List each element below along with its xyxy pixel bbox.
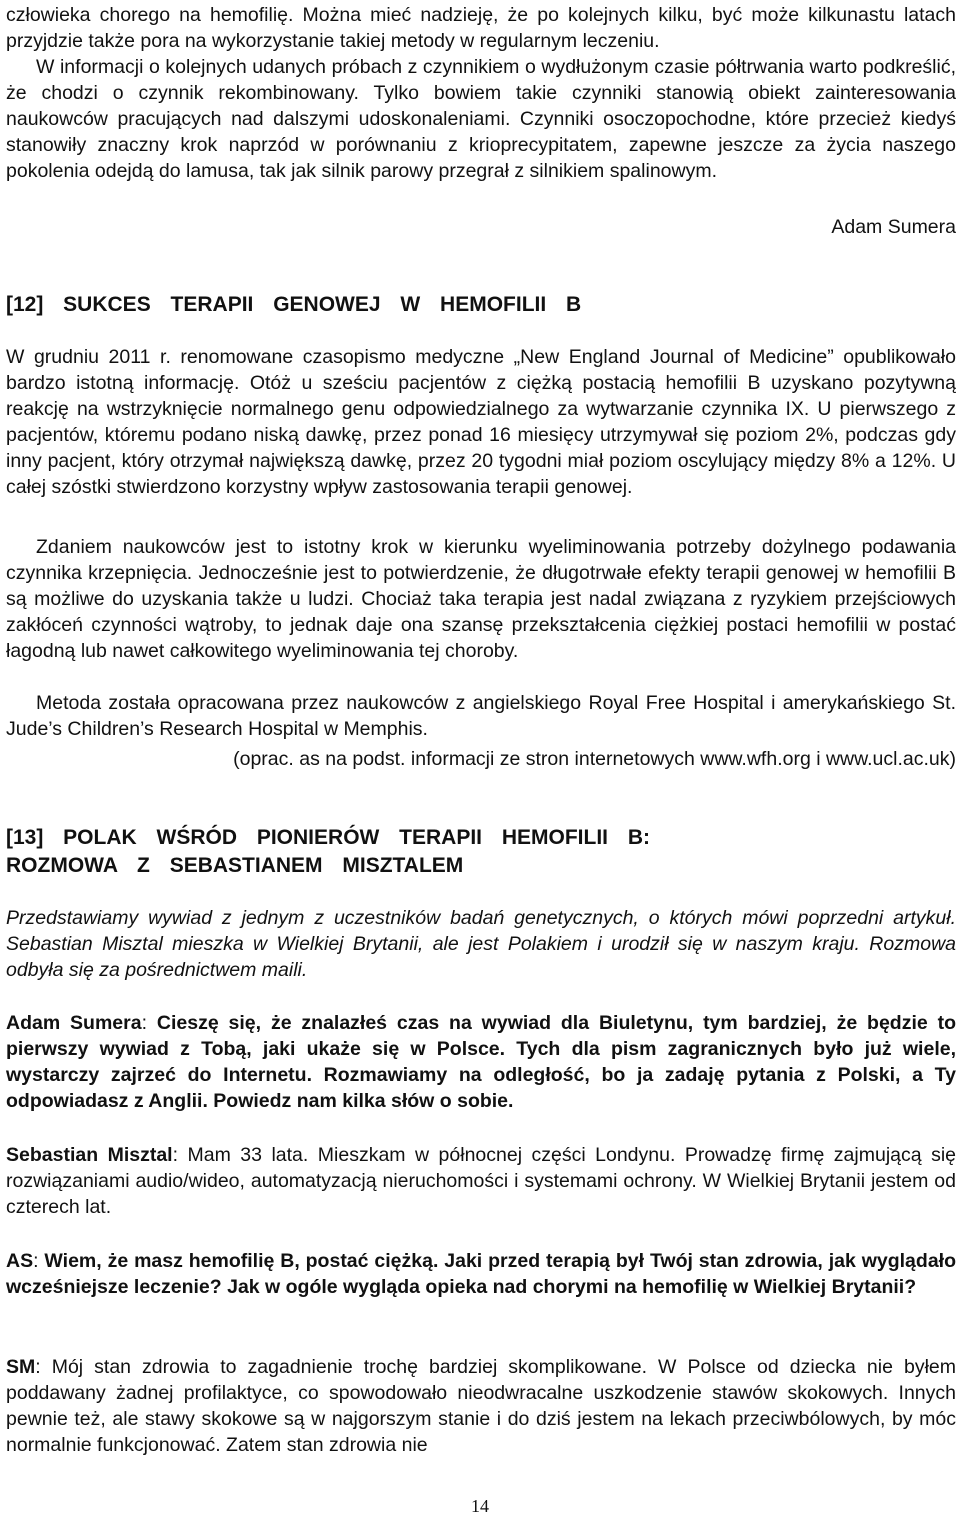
section-12-source: (oprac. as na podst. informacji ze stron internetowych www.wfh.org i www.ucl.ac.uk) bbox=[233, 748, 956, 770]
answer-2-text: Mój stan zdrowia to zagadnienie trochę bardziej skomplikowane. W Polsce od dziecka nie byłem poddawany żadnej profilaktyce, co spowodowało nieodwracalne uszkodzenie stawów skokowych. Innych pewnie też, ale stawy skokowe są w najgorszym stanie i do dziś jestem na lekach przeciwbólowych, by móc normalnie funkcjonować. Zatem stan zdrowia nie bbox=[6, 1356, 956, 1456]
question-2-text: Wiem, że masz hemofilię B, postać ciężką. Jaki przed terapią był Twój stan zdrowia, jak wyglądało wcześniejsze leczenie? Jak w ogóle wygląda opieka nad chorymi na hemofilię w Wielkiej Brytanii? bbox=[6, 1250, 956, 1298]
question-1: Adam Sumera: Cieszę się, że znalazłeś czas na wywiad dla Biuletynu, tym bardziej, że będzie to pierwszy wywiad z Tobą, jaki ukaże się w Polsce. Tych dla pism zagranicznych było już wiele, wystarczy zajrzeć do Internetu. Rozmawiamy na odległość, bo ja zadaję pytania z Polski, a Ty odpowiadasz z Anglii. Powiedz nam kilka słów o sobie. bbox=[6, 1012, 957, 1112]
answer-1: Sebastian Misztal: Mam 33 lata. Mieszkam w północnej części Londynu. Prowadzę firmę zajmującą się rozwiązaniami audio/wideo, automatyzacją nieruchomości i systemami ochrony. W Wielkiej Brytanii jestem od czterech lat. bbox=[6, 1144, 956, 1218]
question-1-text: Cieszę się, że znalazłeś czas na wywiad dla Biuletynu, tym bardziej, że będzie to pierwszy wywiad z Tobą, jaki ukaże się w Polsce. Tych dla pism zagranicznych było już wiele, wystarczy zajrzeć do Internetu. Rozmawiamy na odległość, bo ja zadaję pytania z Polski, a Ty odpowiadasz z Anglii. Powiedz nam kilka słów o sobie. bbox=[6, 1012, 957, 1112]
section-13-heading-line-1: [13] POLAK WŚRÓD PIONIERÓW TERAPII HEMOFILII B: bbox=[6, 826, 651, 849]
paragraph-intro-2: W informacji o kolejnych udanych próbach z czynnikiem o wydłużonym czasie półtrwania warto podkreślić, że chodzi o czynnik rekombinowany. Tylko bowiem takie czynniki stanowią obiekt zainteresowania naukowców pracujących nad dalszymi udoskonaleniami. Czynniki osoczopochodne, które przecież kiedyś stanowiły znaczny krok naprzód w porównaniu z krioprecypitatem, zapewne jeszcze za życia naszego pokolenia odejdą do lamusa, tak jak silnik parowy przegrał z silnikiem spalinowym. bbox=[6, 56, 956, 182]
section-13-heading-line-2: ROZMOWA Z SEBASTIANEM MISZTALEM bbox=[6, 854, 464, 877]
answer-1-text: Mam 33 lata. Mieszkam w północnej części Londynu. Prowadzę firmę zajmującą się rozwiązaniami audio/wideo, automatyzacją nieruchomości i systemami ochrony. W Wielkiej Brytanii jestem od czterech lat. bbox=[6, 1144, 956, 1218]
section-12-paragraph-1: W grudniu 2011 r. renomowane czasopismo medyczne „New England Journal of Medicine” opublikowało bardzo istotną informację. Otóż u sześciu pacjentów z ciężką postacią hemofilii B uzyskano pozytywną reakcję na wstrzyknięcie normalnego genu odpowiedzialnego za wytwarzanie czynnika IX. U pierwszego z pacjentów, któremu podano niską dawkę, przez ponad 16 miesięcy utrzymywał się poziom 2%, podczas gdy inny pacjent, który otrzymał największą dawkę, przez 20 tygodni miał poziom oscylujący między 8% a 12%. U całej szóstki stwierdzono korzystny wpływ zastosowania terapii genowej. bbox=[6, 346, 956, 498]
interview-lead: Przedstawiamy wywiad z jednym z uczestników badań genetycznych, o których mówi poprzedni artykuł. Sebastian Misztal mieszka w Wielkiej Brytanii, ale jest Polakiem i urodził się w naszym kraju. Rozmowa odbyła się za pośrednictwem maili. bbox=[6, 907, 956, 981]
section-12-paragraph-2: Zdaniem naukowców jest to istotny krok w kierunku wyeliminowania potrzeby dożylnego podawania czynnika krzepnięcia. Jednocześnie jest to potwierdzenie, że długotrwałe efekty terapii genowej w hemofilii B są możliwe do uzyskania także u ludzi. Chociaż taka terapia jest nadal związana z ryzykiem przejściowych zakłóceń czynności wątroby, to jednak daje ona szansę przekształcenia ciężkiej postaci hemofilii w postać łagodną lub nawet całkowitego wyeliminowania tej choroby. bbox=[6, 536, 956, 662]
question-1-speaker: Adam Sumera bbox=[6, 1012, 142, 1034]
author-signature: Adam Sumera bbox=[831, 216, 956, 238]
page-number: 14 bbox=[471, 1496, 489, 1516]
question-2-speaker: AS bbox=[6, 1250, 34, 1272]
answer-1-speaker: Sebastian Misztal bbox=[6, 1144, 173, 1166]
answer-2-speaker: SM bbox=[6, 1356, 36, 1378]
paragraph-intro: człowieka chorego na hemofilię. Można mieć nadzieję, że po kolejnych kilku, być może kilkunastu latach przyjdzie także pora na wykorzystanie takiej metody w regularnym leczeniu. bbox=[6, 4, 956, 52]
section-12-heading: [12] SUKCES TERAPII GENOWEJ W HEMOFILII B bbox=[6, 293, 582, 316]
question-2: AS: Wiem, że masz hemofilię B, postać ciężką. Jaki przed terapią był Twój stan zdrowia, jak wyglądało wcześniejsze leczenie? Jak w ogóle wygląda opieka nad chorymi na hemofilię w Wielkiej Brytanii? bbox=[6, 1250, 956, 1298]
section-12-paragraph-3: Metoda została opracowana przez naukowców z angielskiego Royal Free Hospital i amerykańskiego St. Jude’s Children’s Research Hospital w Memphis. bbox=[6, 692, 956, 740]
answer-2: SM: Mój stan zdrowia to zagadnienie trochę bardziej skomplikowane. W Polsce od dziecka nie byłem poddawany żadnej profilaktyce, co spowodowało nieodwracalne uszkodzenie stawów skokowych. Innych pewnie też, ale stawy skokowe są w najgorszym stanie i do dziś jestem na lekach przeciwbólowych, by móc normalnie funkcjonować. Zatem stan zdrowia nie bbox=[6, 1356, 956, 1456]
